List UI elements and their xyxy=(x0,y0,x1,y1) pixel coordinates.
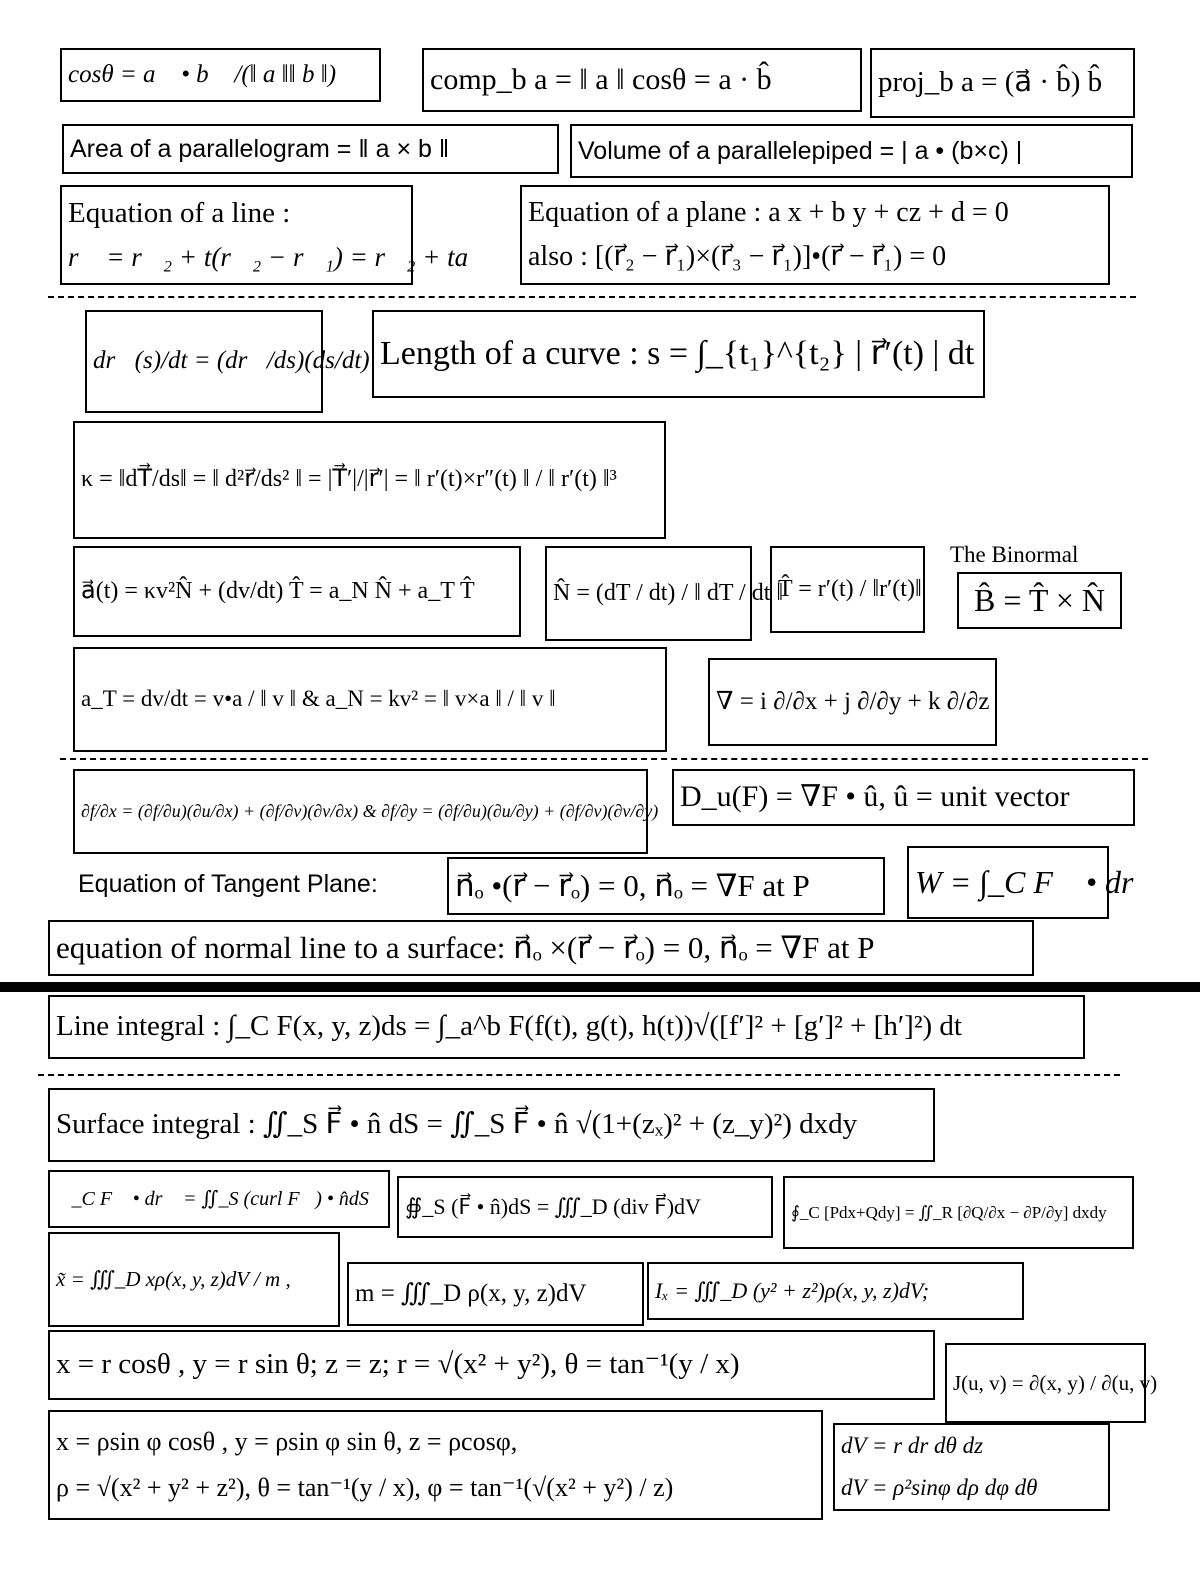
moment-text: Iₓ = ∭_D (y² + z²)ρ(x, y, z)dV; xyxy=(655,1278,930,1304)
cylindrical-coordinates-formula xyxy=(48,1330,935,1400)
surface-integral-formula xyxy=(48,1088,935,1162)
gradient-text: ∇ = i ∂/∂x + j ∂/∂y + k ∂/∂z xyxy=(716,687,990,715)
divider-solid xyxy=(0,982,1200,992)
jacobian-formula xyxy=(945,1343,1158,1423)
line-eq-label: Equation of a line : xyxy=(68,196,291,229)
comp-text: comp_b a = ‖ a ‖ cosθ = a · b̂ xyxy=(430,62,772,96)
binormal-formula xyxy=(957,572,1122,629)
partial-chain-rule-formula xyxy=(73,769,659,854)
curvature-formula xyxy=(73,421,666,539)
dv-spherical-text: dV = ρ²sinφ dρ dφ dθ xyxy=(841,1475,1038,1500)
divergence-theorem-formula xyxy=(397,1176,773,1238)
del-operator-formula xyxy=(708,658,997,746)
parallelepiped-volume-formula xyxy=(570,124,1133,178)
line-equation-formula xyxy=(60,185,490,285)
binormal-text: B̂ = T̂ × N̂ xyxy=(974,582,1105,619)
greens-theorem-formula xyxy=(783,1176,1134,1249)
tangent-plane-label: Equation of Tangent Plane: xyxy=(78,870,378,898)
directional-derivative-formula xyxy=(672,769,1135,826)
work-text: W = ∫_C F⃗ • dr⃗ xyxy=(915,864,1159,901)
curve-length-formula xyxy=(372,310,985,398)
greens-text: ∮_C [Pdx+Qdy] = ∬_R [∂Q/∂x − ∂P/∂y] dxdy xyxy=(791,1202,1107,1222)
jacobian-text: J(u, v) = ∂(x, y) / ∂(u, v) xyxy=(953,1370,1158,1395)
arc-length-text: Length of a curve : s = ∫_{t₁}^{t₂} | r⃗′(t) | dt xyxy=(380,335,975,373)
chain-arc-text: dr⃗(s)/dt = (dr⃗/ds)(ds/dt) xyxy=(93,347,370,375)
cylindrical-text: x = r cosθ , y = r sin θ; z = z; r = √(x² + y²), θ = tan⁻¹(y / x) xyxy=(56,1348,740,1381)
scalar-projection-formula xyxy=(422,48,862,112)
acceleration-text: a⃗(t) = κv²N̂ + (dv/dt) T̂ = a_N N̂ + a_T T̂ xyxy=(81,577,475,604)
divergence-text: ∯_S (F⃗ • n̂)dS = ∭_D (div F⃗)dV xyxy=(405,1194,701,1220)
volume-text: Volume of a parallelepiped = | a • (b×c) | xyxy=(578,136,1023,165)
tangent-text: T̂ = r′(t) / ‖r′(t)‖ xyxy=(778,575,922,602)
directional-text: D_u(F) = ∇F • û, û = unit vector xyxy=(680,780,1070,814)
surface-integral-text: Surface integral : ∬_S F⃗ • n̂ dS = ∬_S F⃗ • n̂ √(1+(zₓ)² + (z_y)²) dxdy xyxy=(56,1108,858,1141)
dv-cylindrical-text: dV = r dr dθ dz xyxy=(841,1432,984,1458)
line-integral-text: Line integral : ∫_C F(x, y, z)ds = ∫_a^b F(f(t), g(t), h(t))√([f′]² + [g′]² + [h′]²) dt xyxy=(56,1010,962,1043)
spherical-text-1: x = ρsin φ cosθ , y = ρsin φ sin θ, z = ρcosφ, xyxy=(56,1427,518,1457)
stokes-theorem-formula xyxy=(48,1170,390,1228)
binormal-label: The Binormal xyxy=(950,542,1079,567)
divider-dashed-2 xyxy=(60,758,1148,760)
center-mass-text: x̃ = ∭_D xρ(x, y, z)dV / m , xyxy=(56,1267,291,1292)
cos-angle-text: cosθ = a⃗ • b⃗ /(‖ a ‖‖ b ‖) xyxy=(68,60,337,88)
center-of-mass-formula xyxy=(48,1232,340,1327)
tangent-plane-text: n⃗ₒ •(r⃗ − r⃗ₒ) = 0, n⃗ₒ = ∇F at P xyxy=(455,868,810,904)
moment-of-inertia-formula xyxy=(647,1262,1024,1320)
proj-text: proj_b a = (a⃗ · b̂) b̂ xyxy=(878,66,1103,99)
line-eq-text: r⃗ = r⃗₂ + t(r⃗₂ − r⃗₁) = r⃗₂ + ta⃗ xyxy=(68,242,490,273)
plane-equation-formula xyxy=(520,185,1110,285)
cos-angle-formula xyxy=(60,48,381,102)
normal-line-text: equation of normal line to a surface: n⃗ₒ ×(r⃗ − r⃗ₒ) = 0, n⃗ₒ = ∇F at P xyxy=(56,930,875,966)
plane-eq-also: also : [(r⃗₂ − r⃗₁)×(r⃗₃ − r⃗₁)]•(r⃗ − r⃗₁) = 0 xyxy=(528,241,947,272)
curvature-text: κ = ‖dT⃗/ds‖ = ‖ d²r⃗/ds² ‖ = |T⃗′|/|r⃗′| = ‖ r′(t)×r″(t) ‖ / ‖ r′(t) ‖³ xyxy=(81,466,617,493)
volume-elements-formula xyxy=(833,1423,1110,1511)
area-text: Area of a parallelogram = ‖ a × b ‖ xyxy=(70,134,450,163)
unit-tangent-formula xyxy=(770,546,925,633)
divider-dashed-3 xyxy=(38,1074,1120,1076)
chain-partial-text: ∂f/∂x = (∂f/∂u)(∂u/∂x) + (∂f/∂v)(∂v/∂x) & ∂f/∂y = (∂f/∂u)(∂u/∂y) + (∂f/∂v)(∂v/∂y) xyxy=(81,801,659,822)
line-integral-formula xyxy=(48,995,1085,1059)
divider-dashed-1 xyxy=(48,296,1136,298)
mass-formula xyxy=(347,1262,644,1326)
plane-eq-text: Equation of a plane : a x + b y + cz + d = 0 xyxy=(528,196,1009,228)
vector-projection-formula xyxy=(870,48,1135,118)
parallelogram-area-formula xyxy=(62,124,559,174)
components-text: a_T = dv/dt = v•a / ‖ v ‖ & a_N = kv² = ‖ v×a ‖ / ‖ v ‖ xyxy=(81,686,556,712)
unit-normal-formula xyxy=(545,546,784,641)
spherical-text-2: ρ = √(x² + y² + z²), θ = tan⁻¹(y / x), φ = tan⁻¹(√(x² + y²) / z) xyxy=(56,1473,674,1502)
mass-text: m = ∭_D ρ(x, y, z)dV xyxy=(355,1279,587,1307)
acceleration-formula xyxy=(73,546,521,637)
acceleration-components-formula xyxy=(73,647,667,752)
work-formula xyxy=(907,846,1159,919)
tangent-plane-formula xyxy=(447,857,885,915)
normal-text: N̂ = (dT / dt) / ‖ dT / dt ‖ xyxy=(553,579,784,606)
normal-line-formula xyxy=(48,920,1034,976)
stokes-text: ∮_C F⃗ • dr⃗ = ∬_S (curl F⃗) • n̂dS xyxy=(56,1187,369,1210)
spherical-coordinates-formula xyxy=(48,1410,823,1520)
chain-rule-arc-formula xyxy=(85,310,370,413)
